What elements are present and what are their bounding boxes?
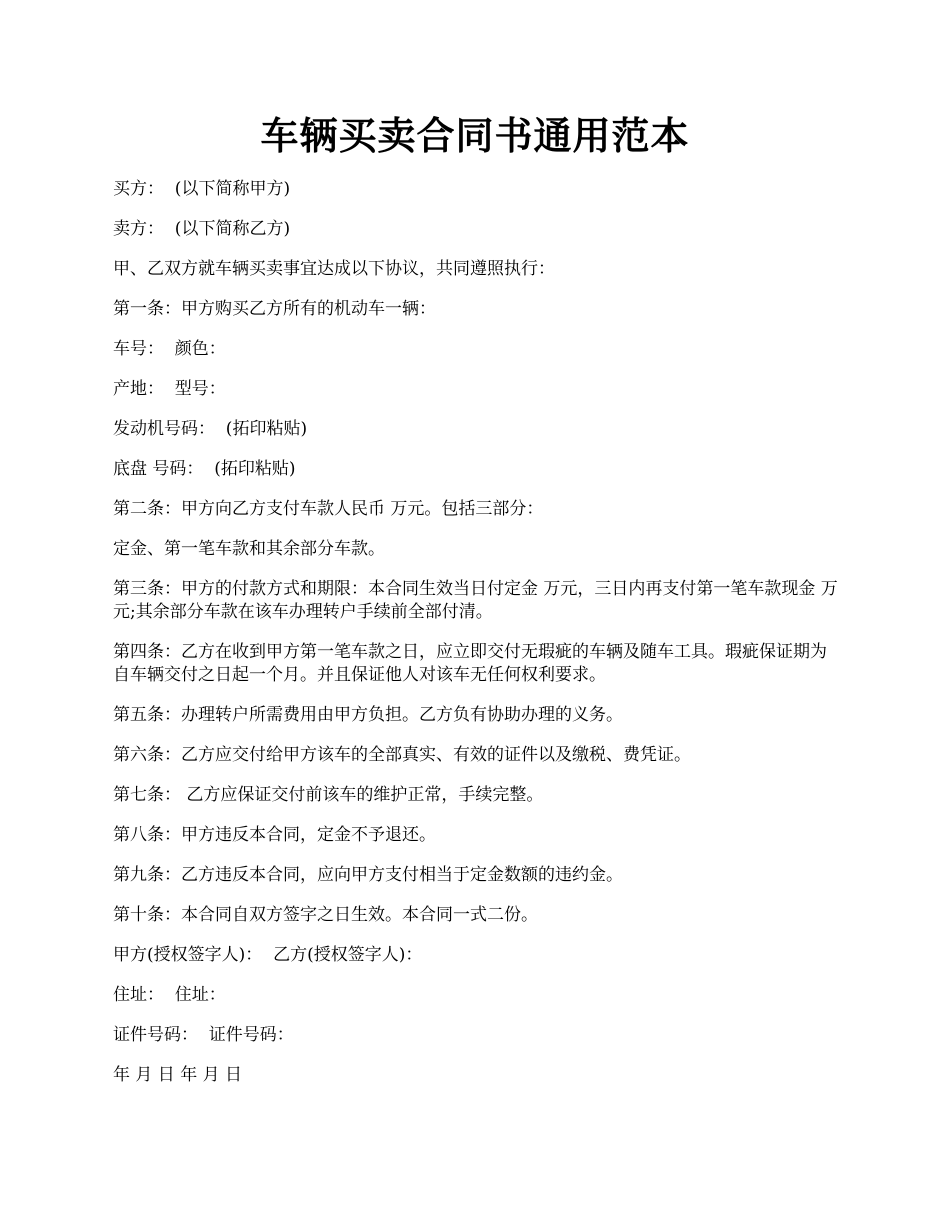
article-6: 第六条：乙方应交付给甲方该车的全部真实、有效的证件以及缴税、费凭证。	[113, 745, 691, 765]
buyer-line: 买方： (以下简称甲方)	[113, 179, 291, 199]
agreement-intro: 甲、乙双方就车辆买卖事宜达成以下协议，共同遵照执行：	[113, 259, 555, 279]
plate-color-line: 车号： 颜色：	[113, 339, 226, 359]
seller-line: 卖方： (以下简称乙方)	[113, 219, 291, 239]
payment-parts-line: 定金、第一笔车款和其余部分车款。	[113, 539, 385, 559]
engine-number-line: 发动机号码： (拓印粘贴)	[113, 419, 308, 439]
document-title: 车辆买卖合同书通用范本	[260, 113, 690, 158]
article-1: 第一条：甲方购买乙方所有的机动车一辆：	[113, 299, 436, 319]
address-line: 住址： 住址：	[113, 985, 226, 1005]
signatories-line: 甲方(授权签字人)： 乙方(授权签字人)：	[113, 945, 423, 965]
article-2: 第二条：甲方向乙方支付车款人民币 万元。包括三部分：	[113, 499, 544, 519]
article-7: 第七条： 乙方应保证交付前该车的维护正常，手续完整。	[113, 785, 544, 805]
chassis-number-line: 底盘 号码： (拓印粘贴)	[113, 459, 296, 479]
origin-model-line: 产地： 型号：	[113, 379, 226, 399]
article-8: 第八条：甲方违反本合同，定金不予退还。	[113, 825, 436, 845]
document-body	[113, 178, 838, 1104]
id-number-line: 证件号码： 证件号码：	[113, 1025, 294, 1045]
article-3: 第三条：甲方的付款方式和期限：本合同生效当日付定金 万元，三日内再支付第一笔车款现金 万元;其余部分车款在该车办理转户手续前全部付清。	[113, 579, 838, 622]
article-5: 第五条：办理转户所需费用由甲方负担。乙方负有协助办理的义务。	[113, 705, 623, 725]
article-9: 第九条：乙方违反本合同，应向甲方支付相当于定金数额的违约金。	[113, 865, 623, 885]
date-line: 年 月 日 年 月 日	[113, 1065, 243, 1085]
article-10: 第十条：本合同自双方签字之日生效。本合同一式二份。	[113, 905, 538, 925]
article-4: 第四条：乙方在收到甲方第一笔车款之日，应立即交付无瑕疵的车辆及随车工具。瑕疵保证期为自车辆交付之日起一个月。并且保证他人对该车无任何权利要求。	[113, 642, 827, 685]
